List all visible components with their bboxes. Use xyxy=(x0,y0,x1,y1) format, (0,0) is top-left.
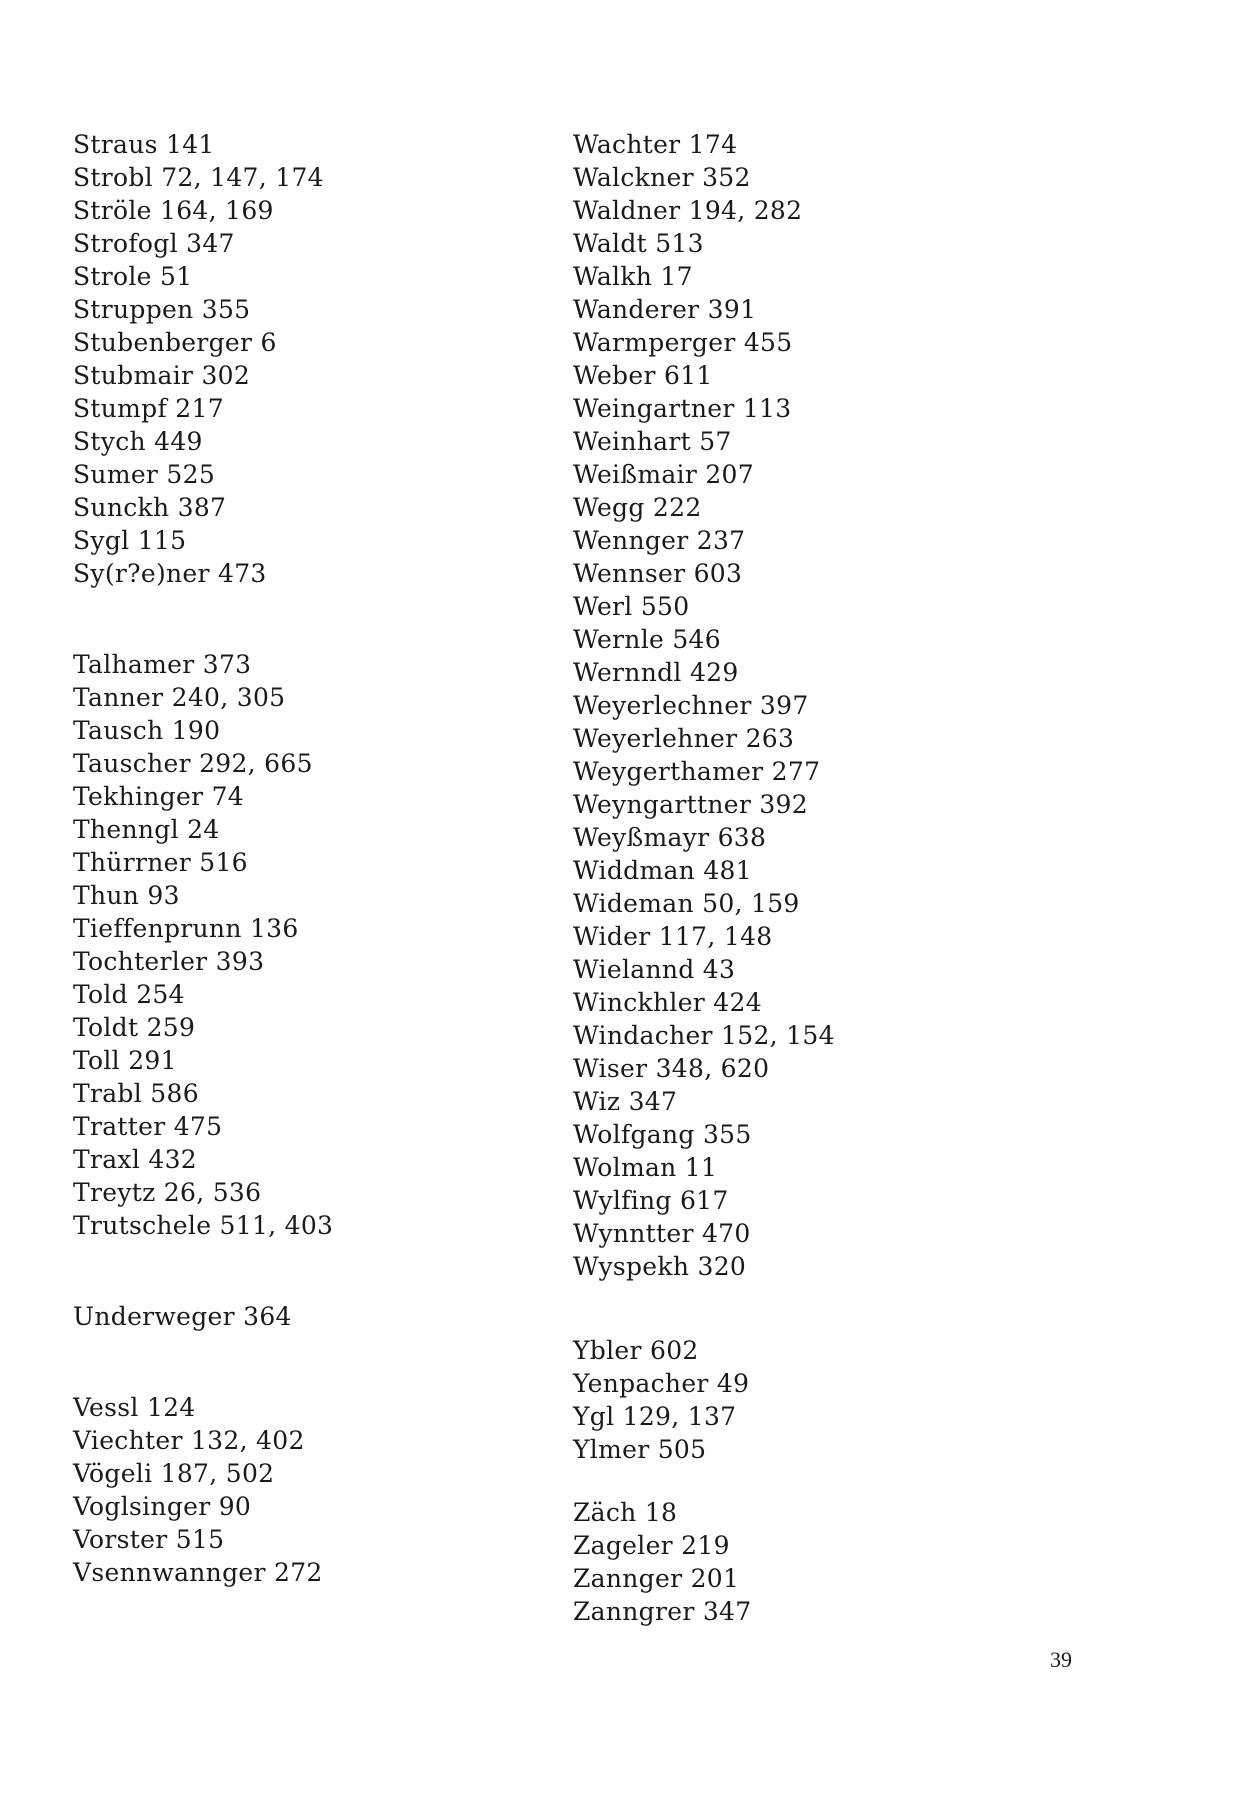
index-entry: Walckner 352 xyxy=(573,163,751,192)
index-entry: Weingartner 113 xyxy=(573,394,792,423)
index-entry: Wielannd 43 xyxy=(573,955,736,984)
index-entry: Struppen 355 xyxy=(73,295,251,324)
index-entry: Toll 291 xyxy=(73,1046,177,1075)
index-entry: Thürrner 516 xyxy=(73,848,248,877)
index-entry: Zanngrer 347 xyxy=(573,1597,752,1626)
index-entry: Voglsinger 90 xyxy=(73,1492,252,1521)
index-entry: Weber 611 xyxy=(573,361,713,390)
index-entry: Waldt 513 xyxy=(573,229,704,258)
index-entry: Strobl 72, 147, 174 xyxy=(73,163,324,192)
index-entry: Yenpacher 49 xyxy=(573,1369,750,1398)
index-entry: Wegg 222 xyxy=(573,493,702,522)
index-entry: Winckhler 424 xyxy=(573,988,762,1017)
index-entry: Stubenberger 6 xyxy=(73,328,277,357)
index-entry: Vsennwannger 272 xyxy=(73,1558,323,1587)
index-entry: Tausch 190 xyxy=(73,716,221,745)
index-entry: Stych 449 xyxy=(73,427,203,456)
index-entry: Weinhart 57 xyxy=(573,427,732,456)
index-entry: Wachter 174 xyxy=(573,130,738,159)
index-entry: Weygerthamer 277 xyxy=(573,757,821,786)
index-entry: Wolman 11 xyxy=(573,1153,718,1182)
index-entry: Vessl 124 xyxy=(73,1393,196,1422)
index-entry: Ströle 164, 169 xyxy=(73,196,274,225)
index-entry: Viechter 132, 402 xyxy=(73,1426,305,1455)
index-entry: Wennger 237 xyxy=(573,526,746,555)
index-entry: Wanderer 391 xyxy=(573,295,757,324)
index-entry: Tieffenprunn 136 xyxy=(73,914,299,943)
index-entry: Wiser 348, 620 xyxy=(573,1054,770,1083)
index-entry: Straus 141 xyxy=(73,130,215,159)
index-entry: Zäch 18 xyxy=(573,1498,678,1527)
index-entry: Tauscher 292, 665 xyxy=(73,749,313,778)
index-entry: Ygl 129, 137 xyxy=(573,1402,737,1431)
index-entry: Tochterler 393 xyxy=(73,947,265,976)
index-entry: Strofogl 347 xyxy=(73,229,235,258)
index-entry: Wernndl 429 xyxy=(573,658,739,687)
index-entry: Tratter 475 xyxy=(73,1112,223,1141)
index-entry: Wylfing 617 xyxy=(573,1186,729,1215)
index-group-w xyxy=(573,128,1133,1283)
index-entry: Sy(r?e)ner 473 xyxy=(73,559,267,588)
index-group-z xyxy=(573,1496,1133,1628)
page-number: 39 xyxy=(1050,1647,1072,1672)
index-entry: Vögeli 187, 502 xyxy=(73,1459,275,1488)
index-entry: Ybler 602 xyxy=(573,1336,699,1365)
index-entry: Windacher 152, 154 xyxy=(573,1021,835,1050)
index-group-v xyxy=(73,1391,543,1589)
index-entry: Weißmair 207 xyxy=(573,460,754,489)
index-entry: Tanner 240, 305 xyxy=(73,683,286,712)
index-column-right xyxy=(573,128,1133,1628)
index-group-t xyxy=(73,648,543,1242)
index-group-s xyxy=(73,128,543,590)
index-entry: Underweger 364 xyxy=(73,1302,292,1331)
index-entry: Sygl 115 xyxy=(73,526,187,555)
index-column-left xyxy=(73,128,543,1589)
index-entry: Told 254 xyxy=(73,980,185,1009)
index-entry: Warmperger 455 xyxy=(573,328,793,357)
index-entry: Wideman 50, 159 xyxy=(573,889,800,918)
index-entry: Weyerlechner 397 xyxy=(573,691,809,720)
index-entry: Zannger 201 xyxy=(573,1564,740,1593)
index-entry: Walkh 17 xyxy=(573,262,693,291)
index-entry: Weyßmayr 638 xyxy=(573,823,767,852)
index-entry: Weyngarttner 392 xyxy=(573,790,808,819)
index-entry: Werl 550 xyxy=(573,592,690,621)
index-entry: Waldner 194, 282 xyxy=(573,196,803,225)
index-entry: Zageler 219 xyxy=(573,1531,730,1560)
index-entry: Widdman 481 xyxy=(573,856,752,885)
index-entry: Strole 51 xyxy=(73,262,193,291)
index-entry: Wennser 603 xyxy=(573,559,743,588)
index-group-y xyxy=(573,1334,1133,1466)
index-entry: Wider 117, 148 xyxy=(573,922,773,951)
index-entry: Trutschele 511, 403 xyxy=(73,1211,334,1240)
index-entry: Talhamer 373 xyxy=(73,650,252,679)
index-entry: Thenngl 24 xyxy=(73,815,220,844)
index-entry: Wynntter 470 xyxy=(573,1219,751,1248)
index-entry: Toldt 259 xyxy=(73,1013,196,1042)
index-entry: Ylmer 505 xyxy=(573,1435,707,1464)
index-entry: Wiz 347 xyxy=(573,1087,678,1116)
index-entry: Wyspekh 320 xyxy=(573,1252,747,1281)
index-entry: Treytz 26, 536 xyxy=(73,1178,262,1207)
index-entry: Vorster 515 xyxy=(73,1525,225,1554)
index-entry: Tekhinger 74 xyxy=(73,782,244,811)
index-entry: Thun 93 xyxy=(73,881,180,910)
index-entry: Sunckh 387 xyxy=(73,493,227,522)
index-entry: Sumer 525 xyxy=(73,460,216,489)
index-entry: Weyerlehner 263 xyxy=(573,724,795,753)
index-entry: Stumpf 217 xyxy=(73,394,224,423)
index-entry: Wernle 546 xyxy=(573,625,721,654)
index-entry: Trabl 586 xyxy=(73,1079,199,1108)
index-entry: Traxl 432 xyxy=(73,1145,197,1174)
index-entry: Wolfgang 355 xyxy=(573,1120,752,1149)
index-entry: Stubmair 302 xyxy=(73,361,251,390)
index-group-u xyxy=(73,1300,543,1333)
